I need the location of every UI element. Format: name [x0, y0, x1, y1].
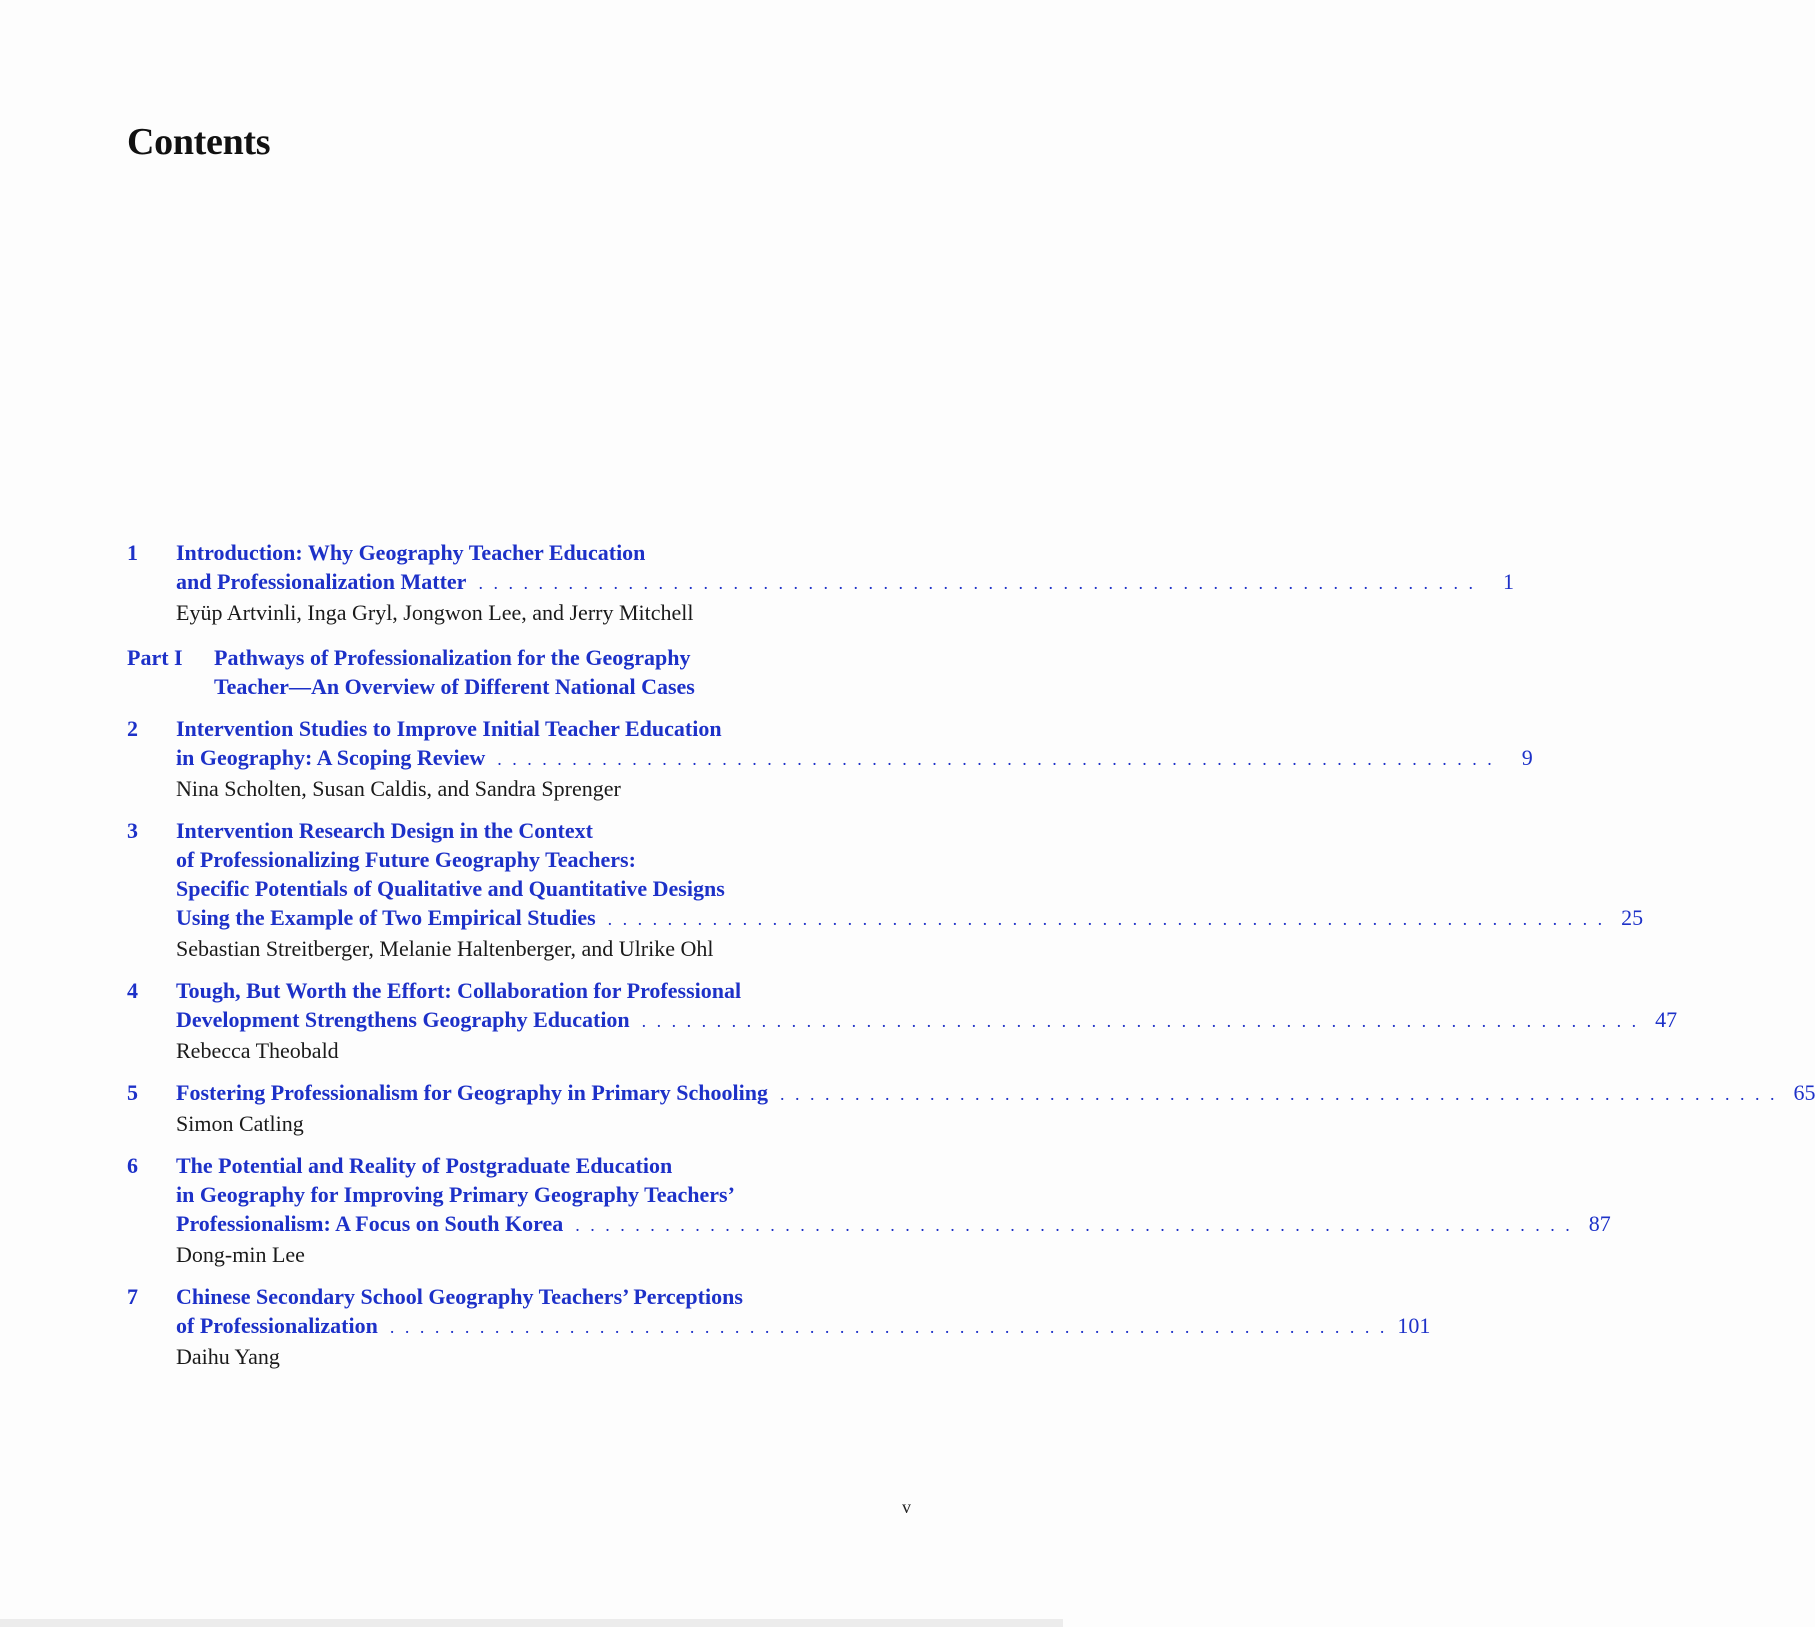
page-number-link[interactable]: 87 [1588, 1211, 1611, 1236]
chapter-title-line[interactable]: The Potential and Reality of Postgraduate Education [176, 1153, 673, 1178]
chapter-title-last-line[interactable]: in Geography: A Scoping Review [176, 745, 486, 770]
chapter-number: 6 [127, 1153, 138, 1178]
part-title-line[interactable]: Pathways of Professionalization for the Geography [214, 645, 691, 670]
part-title-line[interactable]: Teacher—An Overview of Different National Cases [214, 674, 695, 699]
chapter-number: 4 [127, 978, 138, 1003]
chapter-number: 1 [127, 540, 138, 565]
page-number-link[interactable]: 25 [1621, 905, 1644, 930]
chapter-title-line[interactable]: of Professionalizing Future Geography Teachers: [176, 847, 636, 872]
page-number-link[interactable]: 65 [1793, 1080, 1815, 1105]
chapter-title-last-line[interactable]: Professionalism: A Focus on South Korea [176, 1211, 564, 1236]
chapter-authors: Nina Scholten, Susan Caldis, and Sandra Sprenger [176, 776, 621, 801]
chapter-authors: Rebecca Theobald [176, 1038, 339, 1063]
page-number-link[interactable]: 47 [1655, 1007, 1678, 1032]
dot-leader: . . . . . . . . . . . . . . . . . . . . . . . . . . . . . . . . . . . . . . . . . . . . . . . . . . . . . . . . . . . . . . . . . . . [641, 1011, 1640, 1031]
dot-leader: . . . . . . . . . . . . . . . . . . . . . . . . . . . . . . . . . . . . . . . . . . . . . . . . . . . . . . . . . . . . . . . . . . . [575, 1215, 1573, 1235]
toc-entry-7 [127, 1282, 1431, 1371]
chapter-number: 5 [127, 1080, 138, 1105]
toc-entry-3 [127, 816, 1644, 963]
chapter-number: 2 [127, 716, 138, 741]
dot-leader: . . . . . . . . . . . . . . . . . . . . . . . . . . . . . . . . . . . . . . . . . . . . . . . . . . . . . . . . . . . . . . . . . . . [478, 573, 1476, 593]
page-number-link[interactable]: 1 [1502, 569, 1514, 594]
chapter-title-line[interactable]: Chinese Secondary School Geography Teachers’ Perceptions [176, 1284, 743, 1309]
chapter-title-last-line[interactable]: and Professionalization Matter [176, 569, 467, 594]
part-heading [127, 643, 945, 701]
bottom-edge [0, 1619, 1063, 1627]
page-title: Contents [127, 121, 271, 163]
chapter-authors: Dong-min Lee [176, 1242, 305, 1267]
toc-entry-4 [127, 976, 1678, 1065]
chapter-title-line[interactable]: Intervention Studies to Improve Initial Teacher Education [176, 716, 722, 741]
table-of-contents [127, 538, 1815, 1384]
chapter-authors: Sebastian Streitberger, Melanie Haltenberger, and Ulrike Ohl [176, 936, 714, 961]
chapter-title-line[interactable]: Introduction: Why Geography Teacher Education [176, 540, 646, 565]
dot-leader: . . . . . . . . . . . . . . . . . . . . . . . . . . . . . . . . . . . . . . . . . . . . . . . . . . . . . . . . . . . . . . . . . . . [497, 749, 1495, 769]
chapter-title-line[interactable]: in Geography for Improving Primary Geography Teachers’ [176, 1182, 735, 1207]
chapter-title-last-line[interactable]: Fostering Professionalism for Geography in Primary Schooling [176, 1080, 768, 1105]
chapter-title-line[interactable]: Tough, But Worth the Effort: Collaboration for Professional [176, 978, 742, 1003]
chapter-title-line[interactable]: Specific Potentials of Qualitative and Quantitative Designs [176, 876, 725, 901]
dot-leader: . . . . . . . . . . . . . . . . . . . . . . . . . . . . . . . . . . . . . . . . . . . . . . . . . . . . . . . . . . . . . . . . . . . [389, 1317, 1388, 1337]
toc-entry-5 [127, 1078, 1815, 1138]
chapter-title-last-line[interactable]: Development Strengthens Geography Education [176, 1007, 630, 1032]
page-number-link[interactable]: 101 [1397, 1313, 1431, 1338]
page-folio: v [902, 1497, 911, 1517]
chapter-title-line[interactable]: Intervention Research Design in the Context [176, 818, 593, 843]
chapter-authors: Daihu Yang [176, 1344, 280, 1369]
dot-leader: . . . . . . . . . . . . . . . . . . . . . . . . . . . . . . . . . . . . . . . . . . . . . . . . . . . . . . . . . . . . . . . . . . . [607, 909, 1606, 929]
chapter-title-last-line[interactable]: of Professionalization [176, 1313, 378, 1338]
toc-entry-6 [127, 1151, 1611, 1269]
chapter-authors: Eyüp Artvinli, Inga Gryl, Jongwon Lee, and Jerry Mitchell [176, 600, 694, 625]
chapter-number: 3 [127, 818, 138, 843]
chapter-number: 7 [127, 1284, 138, 1309]
page-number-link[interactable]: 9 [1521, 745, 1533, 770]
chapter-authors: Simon Catling [176, 1111, 304, 1136]
dot-leader: . . . . . . . . . . . . . . . . . . . . . . . . . . . . . . . . . . . . . . . . . . . . . . . . . . . . . . . . . . . . . . . . . . . [779, 1084, 1778, 1104]
part-number: Part I [127, 645, 183, 670]
chapter-title-last-line[interactable]: Using the Example of Two Empirical Studies [176, 905, 596, 930]
toc-entry-1 [127, 538, 1514, 627]
toc-entry-2 [127, 714, 1533, 803]
